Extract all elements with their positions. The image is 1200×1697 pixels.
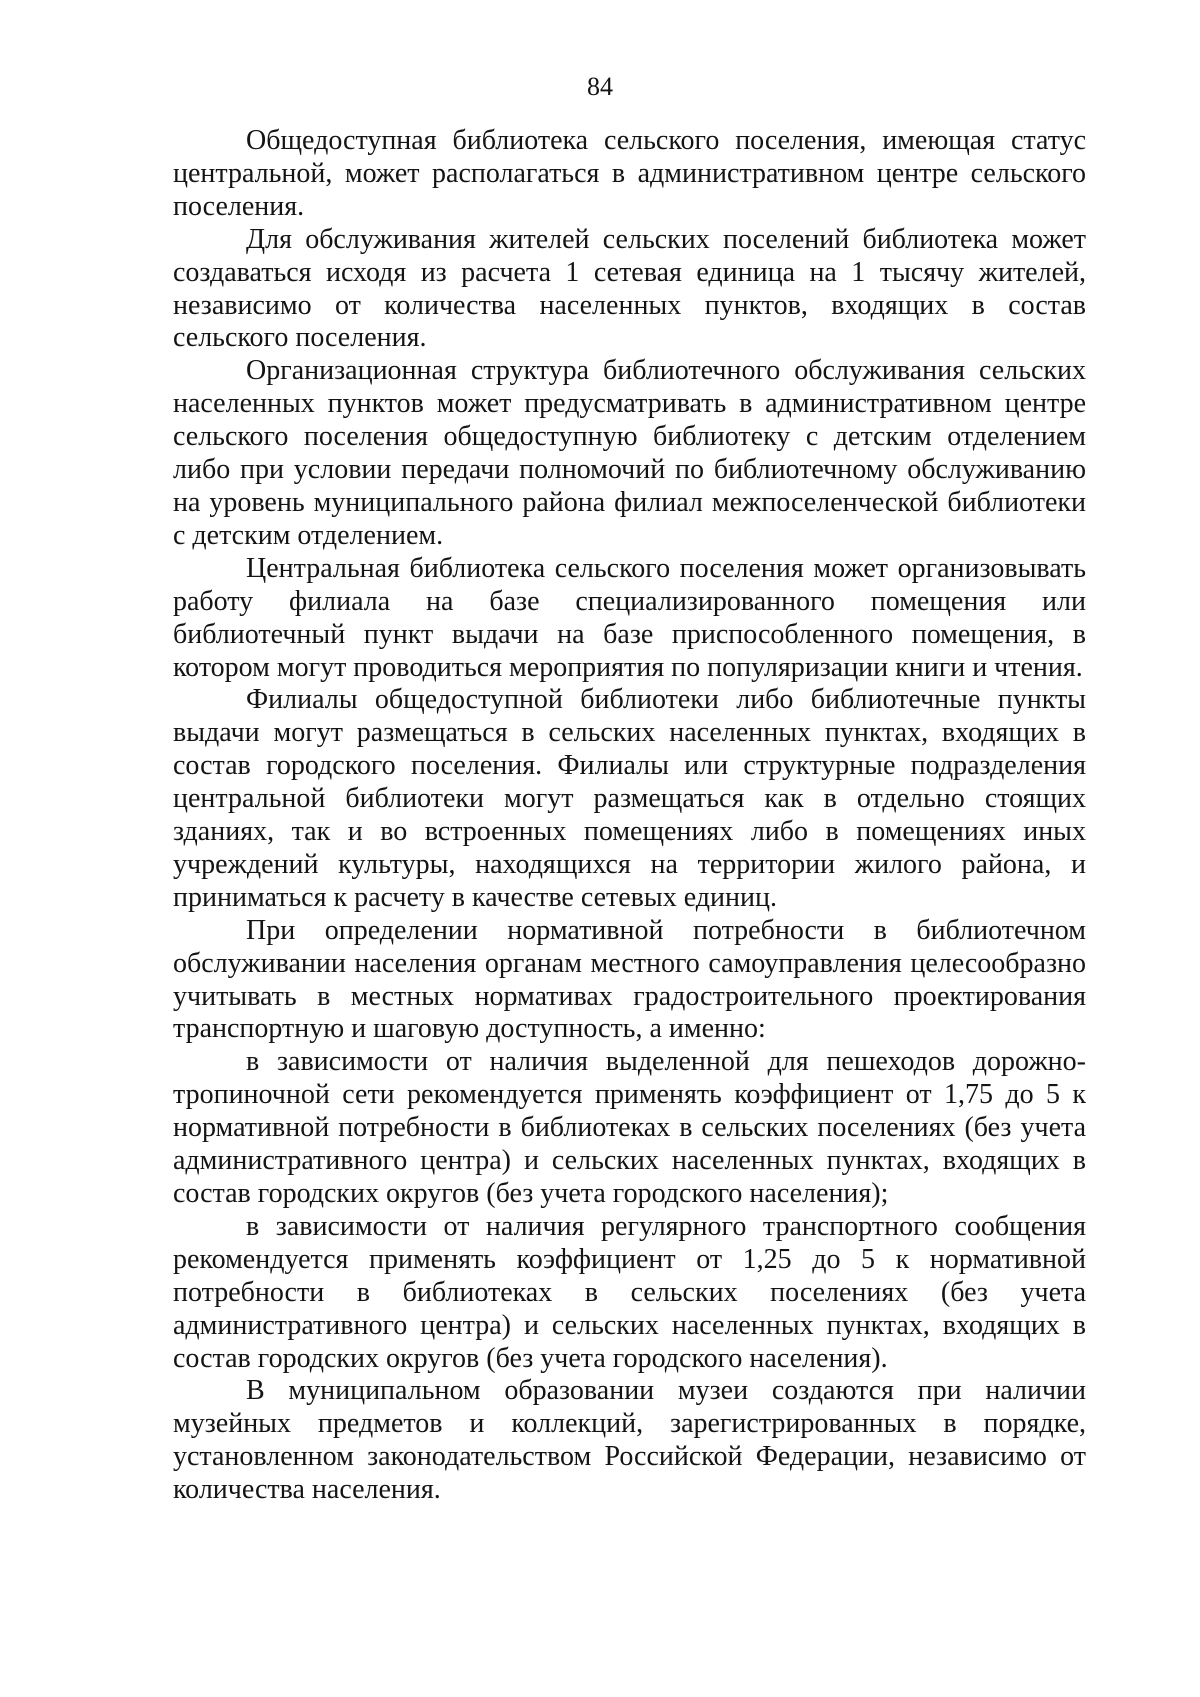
body-text [173,125,1086,1507]
paragraph-transport-coefficient: в зависимости от наличия регулярного транспортного сообщения рекомендуется применять коэффициент от 1,25 до 5 к нормативной потребности в библиотеках в сельских поселениях (без учета административного центра) и сельских населенных пунктах, входящих в состав городских округов (без учета городского населения). [173,1210,1086,1374]
paragraph-central-library-branch: Центральная библиотека сельского поселения может организовывать работу филиала на базе специализированного помещения или библиотечный пункт выдачи на базе приспособленного помещения, в котором могут проводиться мероприятия по популяризации книги и чтения. [173,552,1086,683]
paragraph-branches-placement: Филиалы общедоступной библиотеки либо библиотечные пункты выдачи могут размещаться в сельских населенных пунктах, входящих в состав городского поселения. Филиалы или структурные подразделения центральной библиотеки могут размещаться как в отдельно стоящих зданиях, так и во встроенных помещениях либо в помещениях иных учреждений культуры, находящихся на территории жилого района, и приниматься к расчету в качестве сетевых единиц. [173,684,1086,913]
paragraph-central-library-location: Общедоступная библиотека сельского поселения, имеющая статус центральной, может располагаться в административном центре сельского поселения. [173,125,1086,222]
paragraph-organizational-structure: Организационная структура библиотечного обслуживания сельских населенных пунктов может предусматривать в административном центре сельского поселения общедоступную библиотеку с детским отделением либо при условии передачи полномочий по библиотечному обслуживанию на уровень муниципального района филиал межпоселенческой библиотеки с детским отделением. [173,355,1086,551]
paragraph-pedestrian-coefficient: в зависимости от наличия выделенной для пешеходов дорожно-тропиночной сети рекомендуется применять коэффициент от 1,75 до 5 к нормативной потребности в библиотеках в сельских поселениях (без учета административного центра) и сельских населенных пунктах, входящих в состав городских округов (без учета городского населения); [173,1046,1086,1209]
paragraph-museums: В муниципальном образовании музеи создаются при наличии музейных предметов и коллекций, зарегистрированных в порядке, установленном законодательством Российской Федерации, независимо от количества населения. [173,1375,1086,1506]
page-number: 84 [587,72,613,101]
paragraph-normative-need: При определении нормативной потребности в библиотечном обслуживании населения органам местного самоуправления целесообразно учитывать в местных нормативах градостроительного проектирования транспортную и шаговую доступность, а именно: [173,914,1086,1045]
paragraph-service-calculation: Для обслуживания жителей сельских поселений библиотека может создаваться исходя из расчета 1 сетевая единица на 1 тысячу жителей, независимо от количества населенных пунктов, входящих в состав сельского поселения. [173,223,1086,354]
